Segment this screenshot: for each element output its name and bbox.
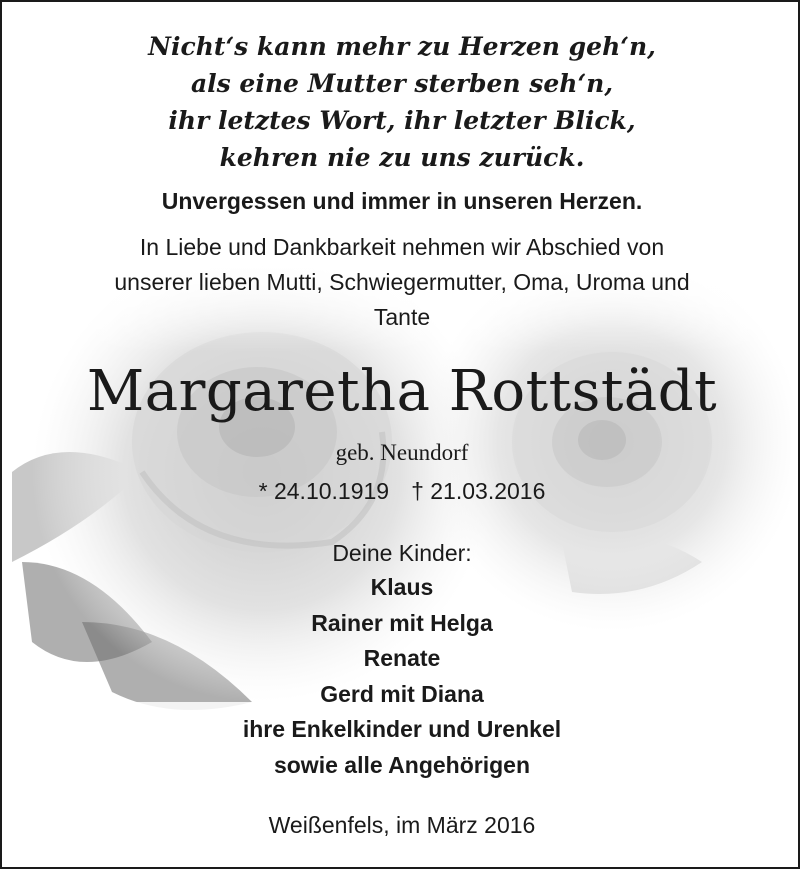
mourner-line: Rainer mit Helga [311, 609, 493, 636]
intro-line: Tante [373, 304, 431, 330]
notice-text [2, 2, 800, 869]
poem-line: Nicht‘s kann mehr zu Herzen geh‘n, [148, 32, 656, 61]
intro-line: In Liebe und Dankbarkeit nehmen wir Abschied von [139, 234, 665, 260]
poem-line: ihr letztes Wort, ihr letzter Blick, [168, 106, 636, 135]
poem-line: kehren nie zu uns zurück. [219, 143, 585, 172]
life-dates [2, 476, 800, 506]
intro-text [2, 230, 800, 335]
deceased-name: Margaretha Rottstädt [86, 359, 718, 424]
mourners-list [2, 570, 800, 783]
intro-line: unserer lieben Mutti, Schwiegermutter, Oma, Uroma und [114, 269, 690, 295]
mourner-line: Klaus [370, 574, 434, 600]
mourner-line: Renate [363, 645, 441, 671]
birth-date: * 24.10.1919 [258, 478, 390, 504]
mourner-line: ihre Enkelkinder und Urenkel [242, 716, 562, 742]
mourners-label: Deine Kinder: [332, 540, 472, 566]
mourner-line: Gerd mit Diana [320, 680, 484, 707]
poem [2, 28, 800, 176]
poem-line: als eine Mutter sterben seh‘n, [190, 69, 614, 98]
motto: Unvergessen und immer in unseren Herzen. [161, 188, 643, 214]
mourner-line: sowie alle Angehörigen [273, 751, 531, 778]
death-date: † 21.03.2016 [411, 478, 546, 504]
place-and-date: Weißenfels, im März 2016 [268, 812, 536, 838]
maiden-name: geb. Neundorf [335, 440, 469, 465]
